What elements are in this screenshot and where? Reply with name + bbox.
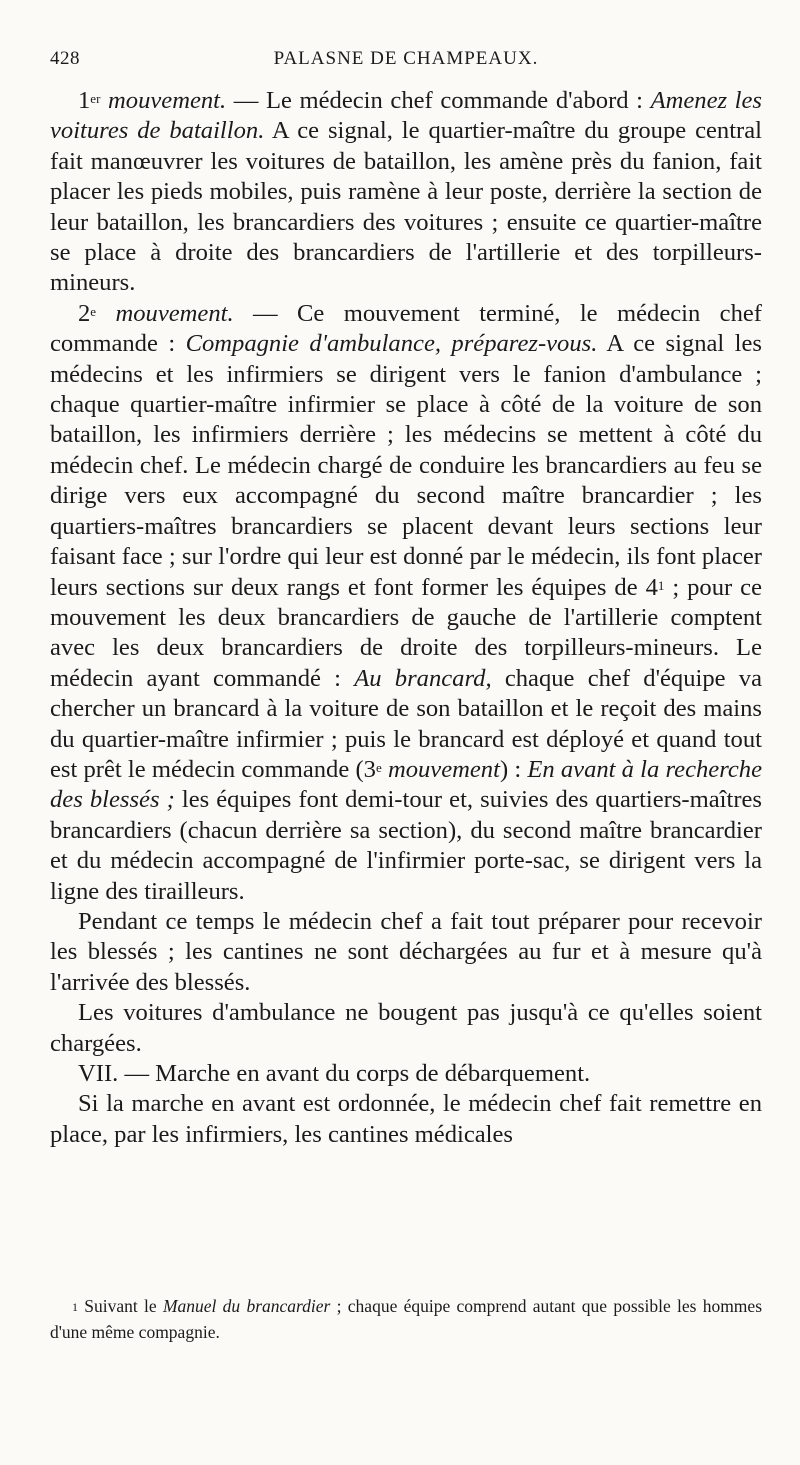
footnote-text	[50, 1293, 762, 1345]
text-run: A ce signal, le quartier-maître du groupe central fait manœuvrer les voitures de bataillon, les amène près du fanion, fait placer les pieds mobiles, puis ramène à leur poste, derrière la section de leur bataillon, les brancardiers des voitures ; ensuite ce quartier-maître se place à droite des brancardiers de l'artillerie et des torpilleurs-mineurs.	[50, 117, 763, 297]
ordinal-number: 3	[363, 755, 376, 783]
paragraph-march-forward: Si la marche en avant est ordonnée, le médecin chef fait remettre en place, par les infirmiers, les cantines médicales	[50, 1090, 762, 1148]
paragraph-first-movement	[50, 86, 762, 299]
text-run: ; pour ce mouvement les deux brancardiers de gauche de l'artillerie comptent avec les deux brancardiers de droite des torpilleurs-mineurs. Le médecin ayant commandé :	[50, 573, 762, 692]
movement-label: mouvement.	[115, 299, 234, 327]
paragraph-preparation: Pendant ce temps le médecin chef a fait tout préparer pour recevoir les blessés ; les cantines ne sont déchargées au fur et à mesure qu'à l'arrivée des blessés.	[50, 907, 762, 996]
paragraph-second-movement	[50, 299, 762, 907]
body-text	[50, 86, 762, 1150]
footnote-reference: 1	[657, 577, 665, 593]
paragraph-ambulance-cars: Les voitures d'ambulance ne bougent pas jusqu'à ce qu'elles soient chargées.	[50, 999, 762, 1057]
text-run: — Le médecin chef commande d'abord :	[226, 87, 651, 114]
footnote	[50, 1293, 762, 1345]
page-number: 428	[50, 48, 80, 69]
ordinal-suffix: e	[90, 303, 97, 319]
text-run: ; chaque équipe comprend autant que possible les hommes d'une même compagnie.	[50, 1296, 763, 1342]
movement-label: mouvement.	[108, 87, 227, 114]
page-header	[50, 48, 762, 78]
command-text: Au brancard,	[354, 664, 492, 692]
section-heading: VII. — Marche en avant du corps de débarquement.	[78, 1060, 591, 1087]
command-text: Compagnie d'ambulance, préparez-vous.	[185, 330, 598, 358]
movement-label: mouvement	[387, 755, 500, 783]
command-text: Amenez les voitures de bataillon.	[50, 87, 762, 145]
text-run: chaque chef d'équipe va chercher un brancard à la voiture de son bataillon et le reçoit des mains du quartier-maître infirmier ; puis le brancard est déployé et quand tout est prêt le médecin commande (	[50, 664, 763, 783]
command-text: En avant à la recherche des blessés ;	[50, 755, 762, 814]
running-title: PALASNE DE CHAMPEAUX.	[273, 48, 539, 69]
text-run: ) :	[499, 755, 528, 783]
footnote-mark: 1	[72, 1300, 78, 1314]
ordinal-suffix: er	[90, 91, 101, 106]
text-run: les équipes font demi-tour et, suivies des quartiers-maîtres brancardiers (chacun derrière sa section), du second maître brancardier et du médecin accompagné de l'infirmier porte-sac, se dirigent vers la ligne des tirailleurs.	[50, 786, 762, 905]
cited-title: Manuel du brancardier	[162, 1296, 331, 1316]
text-run: — Ce mouvement terminé, le médecin chef commande :	[50, 299, 762, 358]
ordinal-number: 2	[78, 299, 91, 327]
text-run: A ce signal les médecins et les infirmiers se dirigent vers le fanion d'ambulance ; chaque quartier-maître infirmier se place à côté de la voiture de son bataillon, les infirmiers derrière ; les médecins se mettent à côté du médecin chef. Le médecin chargé de conduire les brancardiers au feu se dirige vers eux accompagné du second maître brancardier ; les quartiers-maîtres brancardiers se placent devant leurs sections leur faisant face ; sur l'ordre qui leur est donné par le médecin, ils font placer leurs sections sur deux rangs et font former les équipes de 4	[50, 330, 762, 601]
ordinal-number: 1	[78, 87, 91, 114]
text-run: Suivant le	[78, 1296, 163, 1316]
ordinal-suffix: e	[375, 759, 382, 775]
